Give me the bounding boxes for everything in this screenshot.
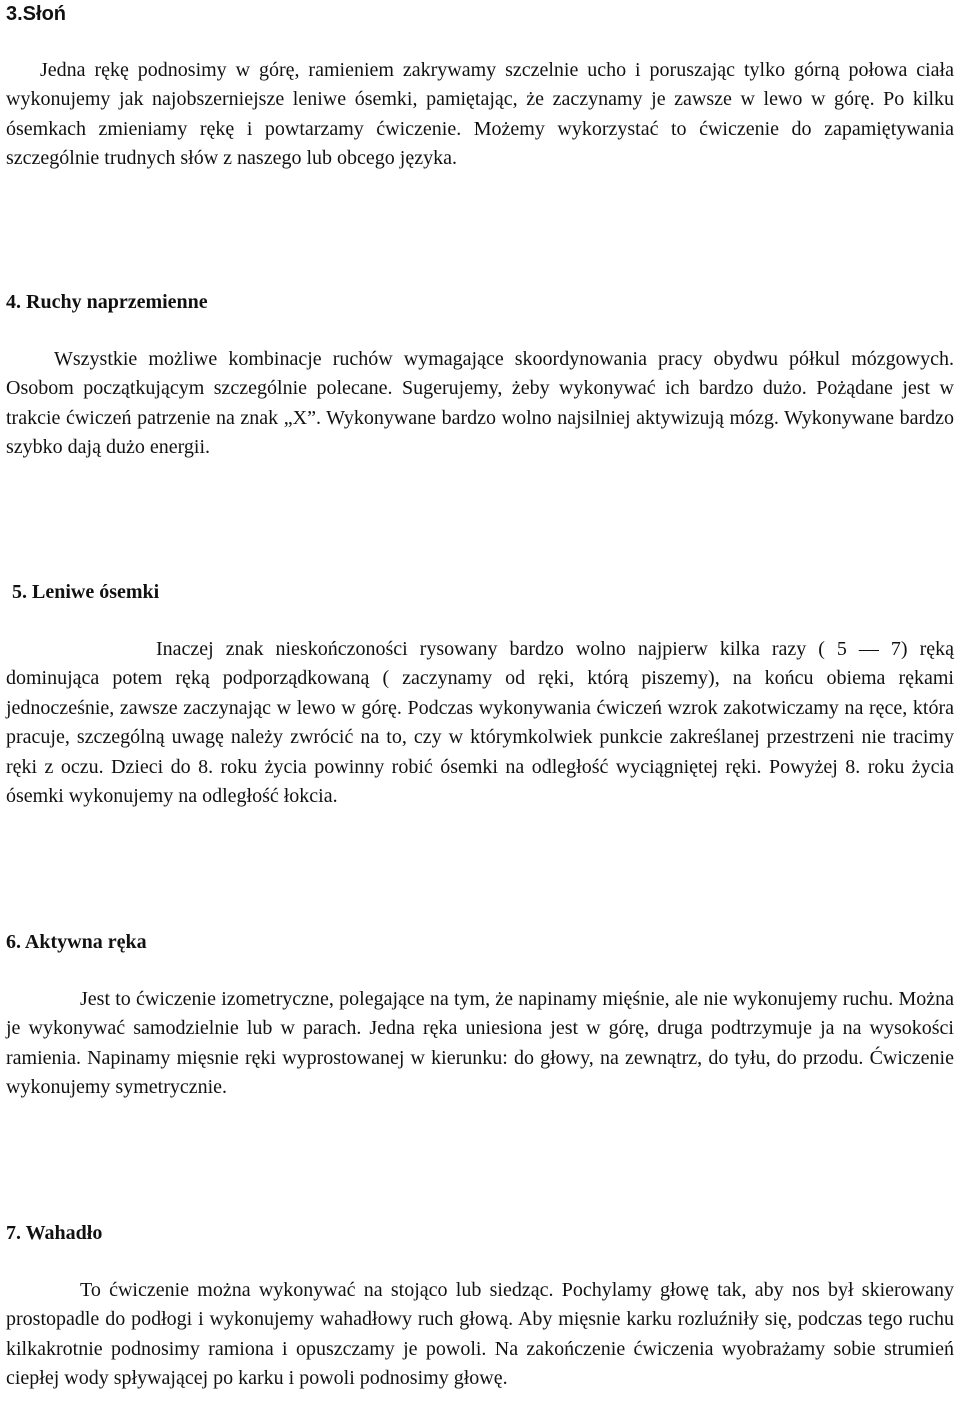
section-heading: 7. Wahadło [6,1222,103,1244]
section-heading: 4. Ruchy naprzemienne [6,291,208,313]
section-heading: 3.Słoń [6,3,67,25]
section-text: Inaczej znak nieskończoności rysowany bardzo wolno najpierw kilka razy ( 5 — 7) ręką dominująca potem ręką podporządkowaną ( zaczynamy od ręki, którą piszemy), na końcu obiema rękami jednocześnie, zawsze zaczynając w lewo w górę. Podczas wykonywania ćwiczeń wzrok zakotwiczamy na ręce, która pracuje, szczególną uwagę należy zwrócić na to, czy w którymkolwiek punkcie zakreślanej przestrzeni nie tracimy ręki z oczu. Dzieci do 8. roku życia powinny robić ósemki na odległość wyciągniętej ręki. Powyżej 8. roku życia ósemki wykonujemy na odległość łokcia. [6,638,954,808]
section-heading: 6. Aktywna ręka [6,931,147,953]
section-text: Wszystkie możliwe kombinacje ruchów wymagające skoordynowania pracy obydwu półkul mózgowych. Osobom początkującym szczególnie polecane. Sugerujemy, żeby wykonywać ich bardzo dużo. Pożądane jest w trakcie ćwiczeń patrzenie na znak „X”. Wykonywane bardzo wolno najsilniej aktywizują mózg. Wykonywane bardzo szybko dają dużo energii. [6,348,954,459]
section-aktywna-reka [6,930,954,1103]
section-text: To ćwiczenie można wykonywać na stojąco lub siedząc. Pochylamy głowę tak, aby nos był skierowany prostopadle do podłogi i wykonujemy wahadłowy ruch głową. Aby mięsnie karku rozluźniły się, podczas tego ruchu kilkakrotnie podnosimy ramiona i opuszczamy je powoli. Na zakończenie ćwiczenia wyobrażamy sobie strumień ciepłej wody spływającej po karku i powoli podnosimy głowę. [6,1279,954,1390]
section-wahadlo [6,1221,954,1394]
section-text: Jest to ćwiczenie izometryczne, polegające na tym, że napinamy mięśnie, ale nie wykonujemy ruchu. Można je wykonywać samodzielnie lub w parach. Jedna ręka uniesiona jest w górę, druga podtrzymuje ja na wysokości ramienia. Napinamy mięsnie ręki wyprostowanej w kierunku: do głowy, na zewnątrz, do tyłu, do przodu. Ćwiczenie wykonujemy symetrycznie. [6,988,954,1099]
section-slon [6,2,954,174]
section-ruchy-naprzemienne [6,290,954,463]
section-leniwe-osemki [6,580,954,811]
section-heading: 5. Leniwe ósemki [12,581,160,603]
section-text: Jedna rękę podnosimy w górę, ramieniem zakrywamy szczelnie ucho i poruszając tylko górną połowa ciała wykonujemy jak najobszerniejsze leniwe ósemki, pamiętając, że zaczynamy je zawsze w lewo w górę. Po kilku ósemkach zmieniamy rękę i powtarzamy ćwiczenie. Możemy wykorzystać to ćwiczenie do zapamiętywania szczególnie trudnych słów z naszego lub obcego języka. [6,59,954,170]
